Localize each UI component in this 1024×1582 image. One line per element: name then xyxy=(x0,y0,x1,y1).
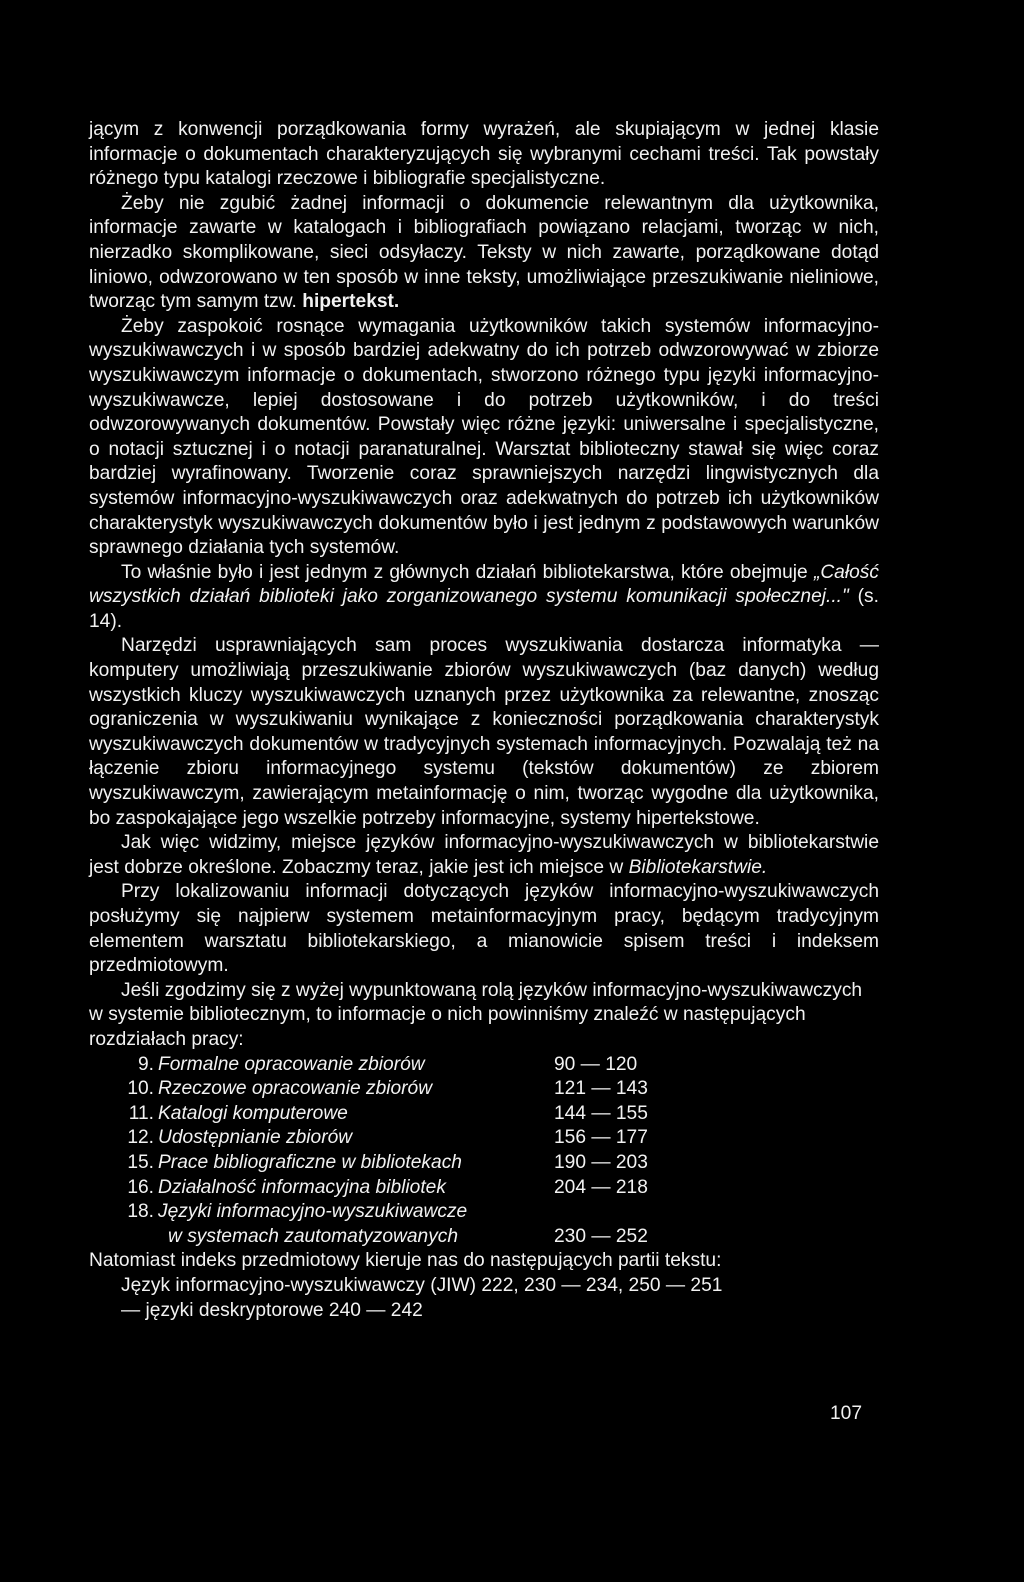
paragraph-3 xyxy=(89,315,879,561)
chapter-number: 12. xyxy=(127,1127,154,1149)
chapter-title xyxy=(158,1151,554,1176)
paragraph-5-text: Narzędzi usprawniających sam proces wyszukiwania dostarcza informatyka — komputery umożliwiają przeszukiwanie zbiorów wyszukiwawczych (baz danych) według wszystkich kluczy wyszukiwawczych uznanych przez użytkownika za relewantne, znosząc ograniczenia w wyszukiwaniu wynikające z konieczności porządkowania charakterystyk wyszukiwawczych dokumentów w tradycyjnych systemach informacyjnych. Pozwalają też na łączenie zbioru informacyjnego systemu (tekstów dokumentów) ze zbiorem wyszukiwawczym, zawierającym metainformację o nim, tworząc wygodne dla użytkownika, bo zaspokajające jego wszelkie potrzeby informacyjne, systemy hipertekstowe. xyxy=(89,635,879,829)
chapter-title-line: Formalne opracowanie zbiorów xyxy=(158,1053,425,1075)
index-intro xyxy=(89,1249,879,1274)
chapter-number: 9. xyxy=(137,1053,154,1075)
page-number: 107 xyxy=(830,1403,863,1424)
chapter-list-item xyxy=(89,1053,879,1078)
index-entry: — języki deskryptorowe 240 — 242 xyxy=(121,1299,423,1321)
chapter-pages: 230 — 252 xyxy=(554,1225,648,1247)
paragraph-2-text: Żeby nie zgubić żadnej informacji o dokumencie relewantnym dla użytkownika, informacje zawarte w katalogach i bibliografiach powiązano relacjami, tworząc w nich, nierzadko skomplikowane, sieci odsyłaczy. Teksty w nich zawarte, porządkowane dotąd liniowo, odwzorowano w ten sposób w inne teksty, umożliwiające przeszukiwanie nieliniowe, tworząc tym samym tzw. xyxy=(89,192,879,313)
paragraph-6 xyxy=(89,831,879,880)
paragraph-4-text: To właśnie było i jest jednym z głównych działań bibliotekarstwa, które obejmuje xyxy=(121,561,808,583)
chapter-title xyxy=(158,1077,554,1102)
chapter-title xyxy=(158,1176,554,1201)
chapter-list-item xyxy=(89,1102,879,1127)
chapter-number: 11. xyxy=(128,1102,154,1124)
chapter-title-line-2: w systemach zautomatyzowanych xyxy=(168,1225,459,1247)
paragraph-2 xyxy=(89,192,879,315)
paragraph-4 xyxy=(89,561,879,635)
chapter-list-item xyxy=(89,1200,879,1249)
chapter-number: 18. xyxy=(127,1201,154,1223)
paragraph-7-text: Przy lokalizowaniu informacji dotyczących języków informacyjno-wyszukiwawczych posłużymy się najpierw systemem metainformacyjnym pracy, będącym tradycyjnym elementem warsztatu bibliotekarskiego, a mianowicie spisem treści i indeksem przedmiotowym. xyxy=(89,881,879,977)
chapter-list-item xyxy=(89,1126,879,1151)
page-body xyxy=(89,118,879,1323)
chapter-list-item xyxy=(89,1176,879,1201)
chapter-title xyxy=(158,1126,554,1151)
chapter-title-line: Języki informacyjno-wyszukiwawcze xyxy=(158,1201,468,1223)
chapter-number: 16. xyxy=(127,1176,154,1198)
chapter-title-line: Katalogi komputerowe xyxy=(158,1102,348,1124)
chapter-pages: 156 — 177 xyxy=(554,1127,648,1149)
paragraph-1 xyxy=(89,118,879,192)
citation-reference: (s. 14). xyxy=(89,586,879,632)
paragraph-3-text: Żeby zaspokoić rosnące wymagania użytkowników takich systemów informacyjno-wyszukiwawczych i w sposób bardziej adekwatny do ich potrzeb odwzorowywać w zbiorze wyszukiwawczym informacje o dokumentach, stworzono różnego typu języki informacyjno-wyszukiwawcze, lepiej dostosowane i do potrzeb użytkowników, i do treści odwzorowywanych dokumentów. Powstały więc różne języki: uniwersalne i specjalistyczne, o notacji sztucznej i o notacji paranaturalnej. Warsztat biblioteczny stawał się więc coraz bardziej wyrafinowany. Tworzenie coraz sprawniejszych narzędzi lingwistycznych dla systemów informacyjno-wyszukiwawczych oraz adekwatnych do potrzeb ich użytkowników charakterystyk wyszukiwawczych dokumentów było i jest jednym z podstawowych warunków sprawnego działania tych systemów. xyxy=(89,315,879,559)
chapter-title xyxy=(158,1200,554,1249)
chapter-title xyxy=(158,1053,554,1078)
chapter-list xyxy=(89,1053,879,1250)
chapter-title-line: Udostępnianie zbiorów xyxy=(158,1127,353,1149)
chapter-number: 10. xyxy=(127,1078,154,1100)
quotation: „Całość wszystkich działań biblioteki jako zorganizowanego systemu komunikacji społecznej..." xyxy=(89,561,879,608)
chapter-pages: 121 — 143 xyxy=(554,1078,648,1100)
chapter-pages: 204 — 218 xyxy=(554,1176,648,1198)
paragraph-8 xyxy=(89,979,879,1053)
chapter-title-line: Rzeczowe opracowanie zbiorów xyxy=(158,1078,433,1100)
paragraph-1-text: jącym z konwencji porządkowania formy wyrażeń, ale skupiającym w jednej klasie informacje o dokumentach charakteryzujących się wybranymi cechami treści. Tak powstały różnego typu katalogi rzeczowe i bibliografie specjalistyczne. xyxy=(89,119,879,190)
paragraph-6-text: Jak więc widzimy, miejsce języków informacyjno-wyszukiwawczych w bibliotekarstwie jest dobrze określone. Zobaczmy teraz, jakie jest ich miejsce w xyxy=(89,832,879,878)
index-intro-text: Natomiast indeks przedmiotowy kieruje nas do następujących partii tekstu: xyxy=(89,1250,722,1272)
term-hipertekst: hipertekst. xyxy=(302,291,400,313)
chapter-list-item xyxy=(89,1151,879,1176)
chapter-pages: 90 — 120 xyxy=(554,1053,638,1075)
chapter-pages: 144 — 155 xyxy=(554,1102,648,1124)
chapter-number: 15. xyxy=(127,1151,154,1173)
book-title-reference: Bibliotekarstwie. xyxy=(628,856,768,878)
paragraph-7 xyxy=(89,880,879,978)
chapter-title-line: Prace bibliograficzne w bibliotekach xyxy=(158,1151,462,1173)
index-entry: Język informacyjno-wyszukiwawczy (JIW) 222, 230 — 234, 250 — 251 xyxy=(121,1274,723,1296)
chapter-title xyxy=(158,1102,554,1127)
paragraph-8-text: Jeśli zgodzimy się z wyżej wypunktowaną rolą języków informacyjno-wyszukiwawczych w systemie bibliotecznym, to informacje o nich powinniśmy znaleźć w następujących rozdziałach pracy: xyxy=(89,979,863,1050)
chapter-title-line: Działalność informacyjna bibliotek xyxy=(158,1176,446,1198)
chapter-pages: 190 — 203 xyxy=(554,1151,648,1173)
paragraph-5 xyxy=(89,634,879,831)
chapter-list-item xyxy=(89,1077,879,1102)
